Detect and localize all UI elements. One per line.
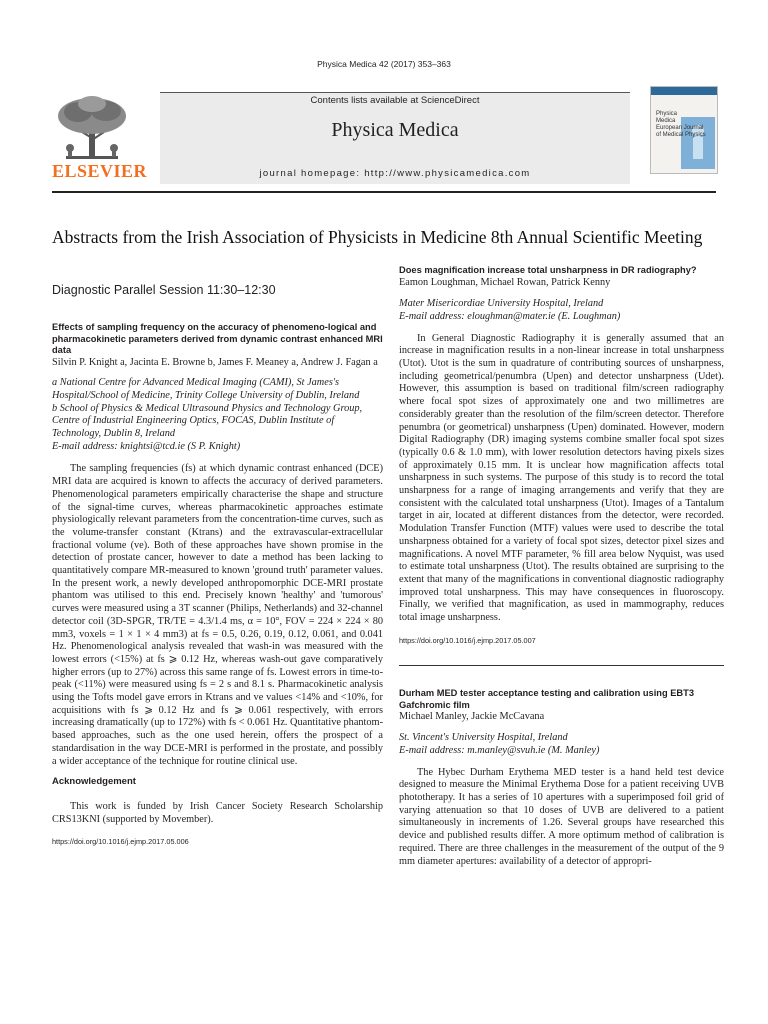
article-body: The sampling frequencies (fs) at which dynamic contrast enhanced (DCE) MRI data are acquired is known to affects the accuracy of derived parameters. Phenomenological parameters empirically characterise the shape and structure of the signal-time curves, whereas pharmacokinetic approaches estimate physiologically relevant parameters from the concentration-time curves, such as the volume-transfer constant (Ktrans) and the extravascular-extracellular fractional volume (ve). Both of these approaches have shown promise in the detection of prostate cancer, however to date a method has been lacking to quantitatively compare MR-measured to known 'ground truth' parameter values. In the present work, a newly developed anthropomorphic DCE-MRI prostate phantom was utilised to this end. Precisely known 'healthy' and 'tumorous' curves were measured using a 3T scanner (Philips, Netherlands) and 32-channel detector coil (3D-SPGR, TR/TE = 4.3/1.4 ms, α = 10°, FOV = 224 × 224 × 80 mm3, voxels = 1 × 1 × 4 mm3) at fs = 0.5, 0.26, 0.19, 0.12, 0.061, and 0.041 Hz. Phenomenological analysis revealed that wash-in was measured with the lowest errors (<15%) at fs ⩾ 0.12 Hz, whereas wash-out gave comparatively higher errors (up to 27%) across this same range of fs. Lowest errors in time-to-peak (<11%) were measured using fs = 2 s and 8.1 s. Pharmacokinetic analysis using the Tofts model gave errors in Ktrans and ve values <14% and <10%, for acquisitions with fs ⩾ 0.12 Hz and fs ⩾ 0.061 respectively, with errors increasing dramatically (up to 172%) with fs < 0.061 Hz. Quantitative phantom-based approaches, such as the one used herein, offers the prospect of a standardisation in the way DCE-MRI is performed in the prostate, and possibly a wider acceptance of the technique for routine clinical use.: [52, 463, 383, 767]
cover-text: Physica Medica European Journal of Medical Physics: [656, 111, 706, 138]
article-authors: Eamon Loughman, Michael Rowan, Patrick Kenny: [399, 276, 611, 288]
article-authors: Michael Manley, Jackie McCavana: [399, 711, 545, 723]
left-column: [52, 322, 383, 849]
publisher-logo-text: ELSEVIER: [52, 161, 148, 181]
acknowledgement-body: This work is funded by Irish Cancer Society Research Scholarship CRS13KNI (supported by Movember).: [52, 801, 383, 825]
right-column: [399, 265, 724, 868]
article-authors: Silvin P. Knight a, Jacinta E. Browne b, James F. Meaney a, Andrew J. Fagan a: [52, 356, 378, 368]
acknowledgement-heading: Acknowledgement: [52, 776, 136, 788]
article-title: Does magnification increase total unsharpness in DR radiography?: [399, 265, 697, 275]
journal-reference: Physica Medica 42 (2017) 353–363: [317, 59, 451, 69]
session-heading: Diagnostic Parallel Session 11:30–12:30: [52, 283, 276, 297]
affiliation-a: a National Centre for Advanced Medical Imaging (CAMI), St James's Hospital/School of Medicine, Trinity College University of Dublin, Ireland: [52, 377, 360, 401]
article-doi[interactable]: https://doi.org/10.1016/j.ejmp.2017.05.006: [52, 837, 189, 847]
article-email: E-mail address: m.manley@svuh.ie (M. Manley): [399, 744, 600, 756]
journal-homepage: journal homepage: http://www.physicamedica.com: [259, 168, 531, 179]
journal-banner: [160, 92, 630, 184]
header-rule: [52, 191, 716, 193]
article-title: Effects of sampling frequency on the accuracy of phenomeno-logical and pharmacokinetic parameters derived from dynamic contrast enhanced MRI data: [52, 322, 383, 355]
affiliation: Mater Misericordiae University Hospital, Ireland: [399, 298, 604, 310]
article-doi[interactable]: https://doi.org/10.1016/j.ejmp.2017.05.007: [399, 635, 536, 645]
masthead: [52, 82, 716, 192]
article-divider: [399, 665, 724, 666]
article-title: Durham MED tester acceptance testing and calibration using EBT3 Gafchromic film: [399, 688, 694, 710]
affiliation-b: b School of Physics & Medical Ultrasound Physics and Technology Group, Centre of Industrial Engineering Optics, FOCAS, Dublin Institute of Technology, Dublin 8, Ireland: [52, 402, 363, 440]
article-body: In General Diagnostic Radiography it is generally assumed that an increase in magnification results in a non-linear increase in total unsharpness (Utot). Utot is the sum in quadrature of contributing sources of unsharpness, including geometrical/penumbra (Upen) and detector unsharpness (Udet). However, this assumption is based on traditional film/screen radiography where focal spot sizes of approximately one and two millimetres are considerably greater than the resolution of the film/screen detector. Therefore penumbra (or geometrical) unsharpness (Upen) dominated. However, modern Digital Radiography (DR) imaging systems combine smaller focal spot sizes (typically 0.6 & 1.0 mm), with lower resolution detectors having pixels sizes of approximately 0.15 mm. It is unclear how magnification affects total unsharpness in such systems. The purpose of this study is to record the total unsharpness for a range of imaging arrangements and verify that they are consistent with the calculated total unsharpness (Utot). Images of a Tantalum target in air, located at different distances from the detector, were recorded. Modulation Transfer Function (MTF) values were used to describe the total unsharpness obtained for a variety of focal spot sizes, detector pixel sizes and magnifications. A novel MTF parameter, % fill area below Nyquist, was used to estimate total unsharpness (Utot). The results obtained are surprising to the extent that many of the magnifications in conventional diagnostic radiography improved total unsharpness. This may have consequences in fluoroscopy. Finally, we verified that magnification, as used in mammography, reduces total image unsharpness.: [399, 332, 724, 624]
article-body: The Hybec Durham Erythema MED tester is a hand held test device designed to measure the Minimal Erythema Dose for a patient receiving UVB phototherapy. It has a series of 10 apertures with a superimposed foil grid of varying attenuation so that 10 doses of UVB are delivered to a patient simultaneously in increments of 1.26. Several groups have researched this device and published results differ. A more optimum method of calibration is required. There are three challenges in the measurement of the output of the 9 mm diameter apertures: availability of a detector of appropri-: [399, 766, 724, 867]
article-email: E-mail address: eloughman@mater.ie (E. Loughman): [399, 310, 621, 322]
journal-title: Physica Medica: [331, 119, 459, 141]
journal-cover: [650, 86, 718, 174]
contents-line: Contents lists available at ScienceDirect: [310, 95, 480, 106]
document-title: Abstracts from the Irish Association of Physicists in Medicine 8th Annual Scientific Meeting: [52, 227, 703, 247]
article-email: E-mail address: knightsi@tcd.ie (S P. Knight): [52, 440, 241, 452]
affiliation: St. Vincent's University Hospital, Ireland: [399, 732, 568, 744]
